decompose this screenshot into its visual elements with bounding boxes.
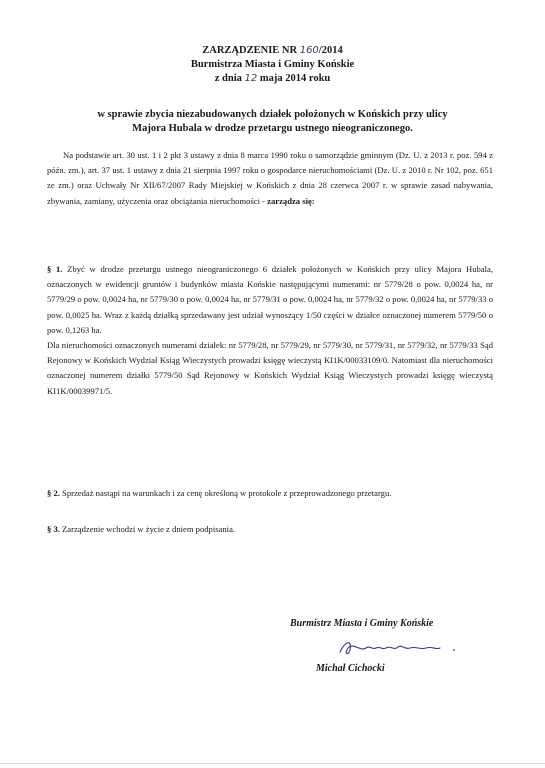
section-2 (47, 486, 493, 501)
section-1-marker: § 1. (47, 264, 63, 274)
section-2-marker: § 2. (47, 488, 60, 498)
preamble-emphasis: zarządza się: (267, 195, 315, 206)
preamble-text: Na podstawie art. 30 ust. 1 i 2 pkt 3 ustawy z dnia 8 marca 1990 roku o samorządzie gminnym (Dz. U. z 2013 r. poz. 594 z późn. zm.), art. 37 ust. 1 ustawy z dnia 21 sierpnia 1997 roku o gospodarce nieruchomościami (Dz. U. z 2010 r. Nr 102, poz. 651 ze zm.) oraz Uchwały Nr XII/67/2007 Rady Miejskiej w Końskich z dnia 28 czerwca 2007 r. w sprawie zasad nabywania, zbywania, zamiany, użyczenia oraz obciążania nieruchomości - (47, 150, 493, 206)
subject-line-1: w sprawie zbycia niezabudowanych działek położonych w Końskich przy ulicy (97, 109, 448, 120)
issuer-line: Burmistrza Miasta i Gminy Końskie (190, 59, 355, 70)
signatory-name: Michał Cichocki (316, 663, 385, 674)
section-1-text-a: Zbyć w drodze przetargu ustnego nieograniczonego 6 działek położonych w Końskich przy ulicy Majora Hubala, oznaczonych w ewidencji gruntów i budynków miasta Końskie następującymi numerami: nr 5779/28 o pow. 0,0024 ha, nr 5779/29 o pow. 0,0024 ha, nr 5779/30 o pow. 0,0024 ha, nr 5779/31 o pow. 0,0024 ha, nr 5779/32 o pow. 0,0024 ha, nr 5779/33 o pow. 0,0025 ha. Wraz z każdą działką sprzedawany jest udział wynoszący 1/50 części w działce oznaczonej numerem 5779/50 o pow. 0,1263 ha. (47, 264, 493, 335)
date-suffix: maja 2014 roku (257, 73, 331, 84)
preamble (47, 148, 493, 209)
section-3-marker: § 3. (47, 524, 60, 534)
scan-edge (0, 763, 545, 764)
handwritten-signature (336, 636, 466, 660)
ordinance-title (0, 44, 545, 57)
handwritten-number: 160 (299, 45, 319, 56)
section-1 (47, 262, 493, 399)
section-3 (47, 522, 493, 537)
section-1-text-b: Dla nieruchomości oznaczonych numerami działek: nr 5779/28, nr 5779/29, nr 5779/30, nr 5779/31, nr 5779/32, nr 5779/33 Sąd Rejonowy w Końskich Wydział Ksiąg Wieczystych prowadzi księgę wieczystą KI1K/00033109/0. Natomiast dla nieruchomości oznaczonej numerem działki 5779/50 Sąd Rejonowy w Końskich Wydział Ksiąg Wieczystych prowadzi księgę wieczystą KI1K/00039971/5. (47, 340, 493, 396)
title-prefix: ZARZĄDZENIE NR (202, 45, 300, 56)
subject-line-2: Majora Hubala w drodze przetargu ustnego nieograniczonego. (132, 123, 413, 134)
subject (40, 108, 505, 136)
section-2-text: Sprzedaż nastąpi na warunkach i za cenę określoną w protokole z przeprowadzonego przetargu. (59, 488, 392, 498)
date-line (0, 72, 545, 85)
title-suffix: /2014 (318, 45, 343, 56)
signature-office: Burmistrz Miasta i Gminy Końskie (290, 618, 434, 629)
section-3-text: Zarządzenie wchodzi w życie z dniem podpisania. (59, 524, 236, 534)
handwritten-day: 12 (244, 73, 258, 84)
date-prefix: z dnia (214, 73, 245, 84)
